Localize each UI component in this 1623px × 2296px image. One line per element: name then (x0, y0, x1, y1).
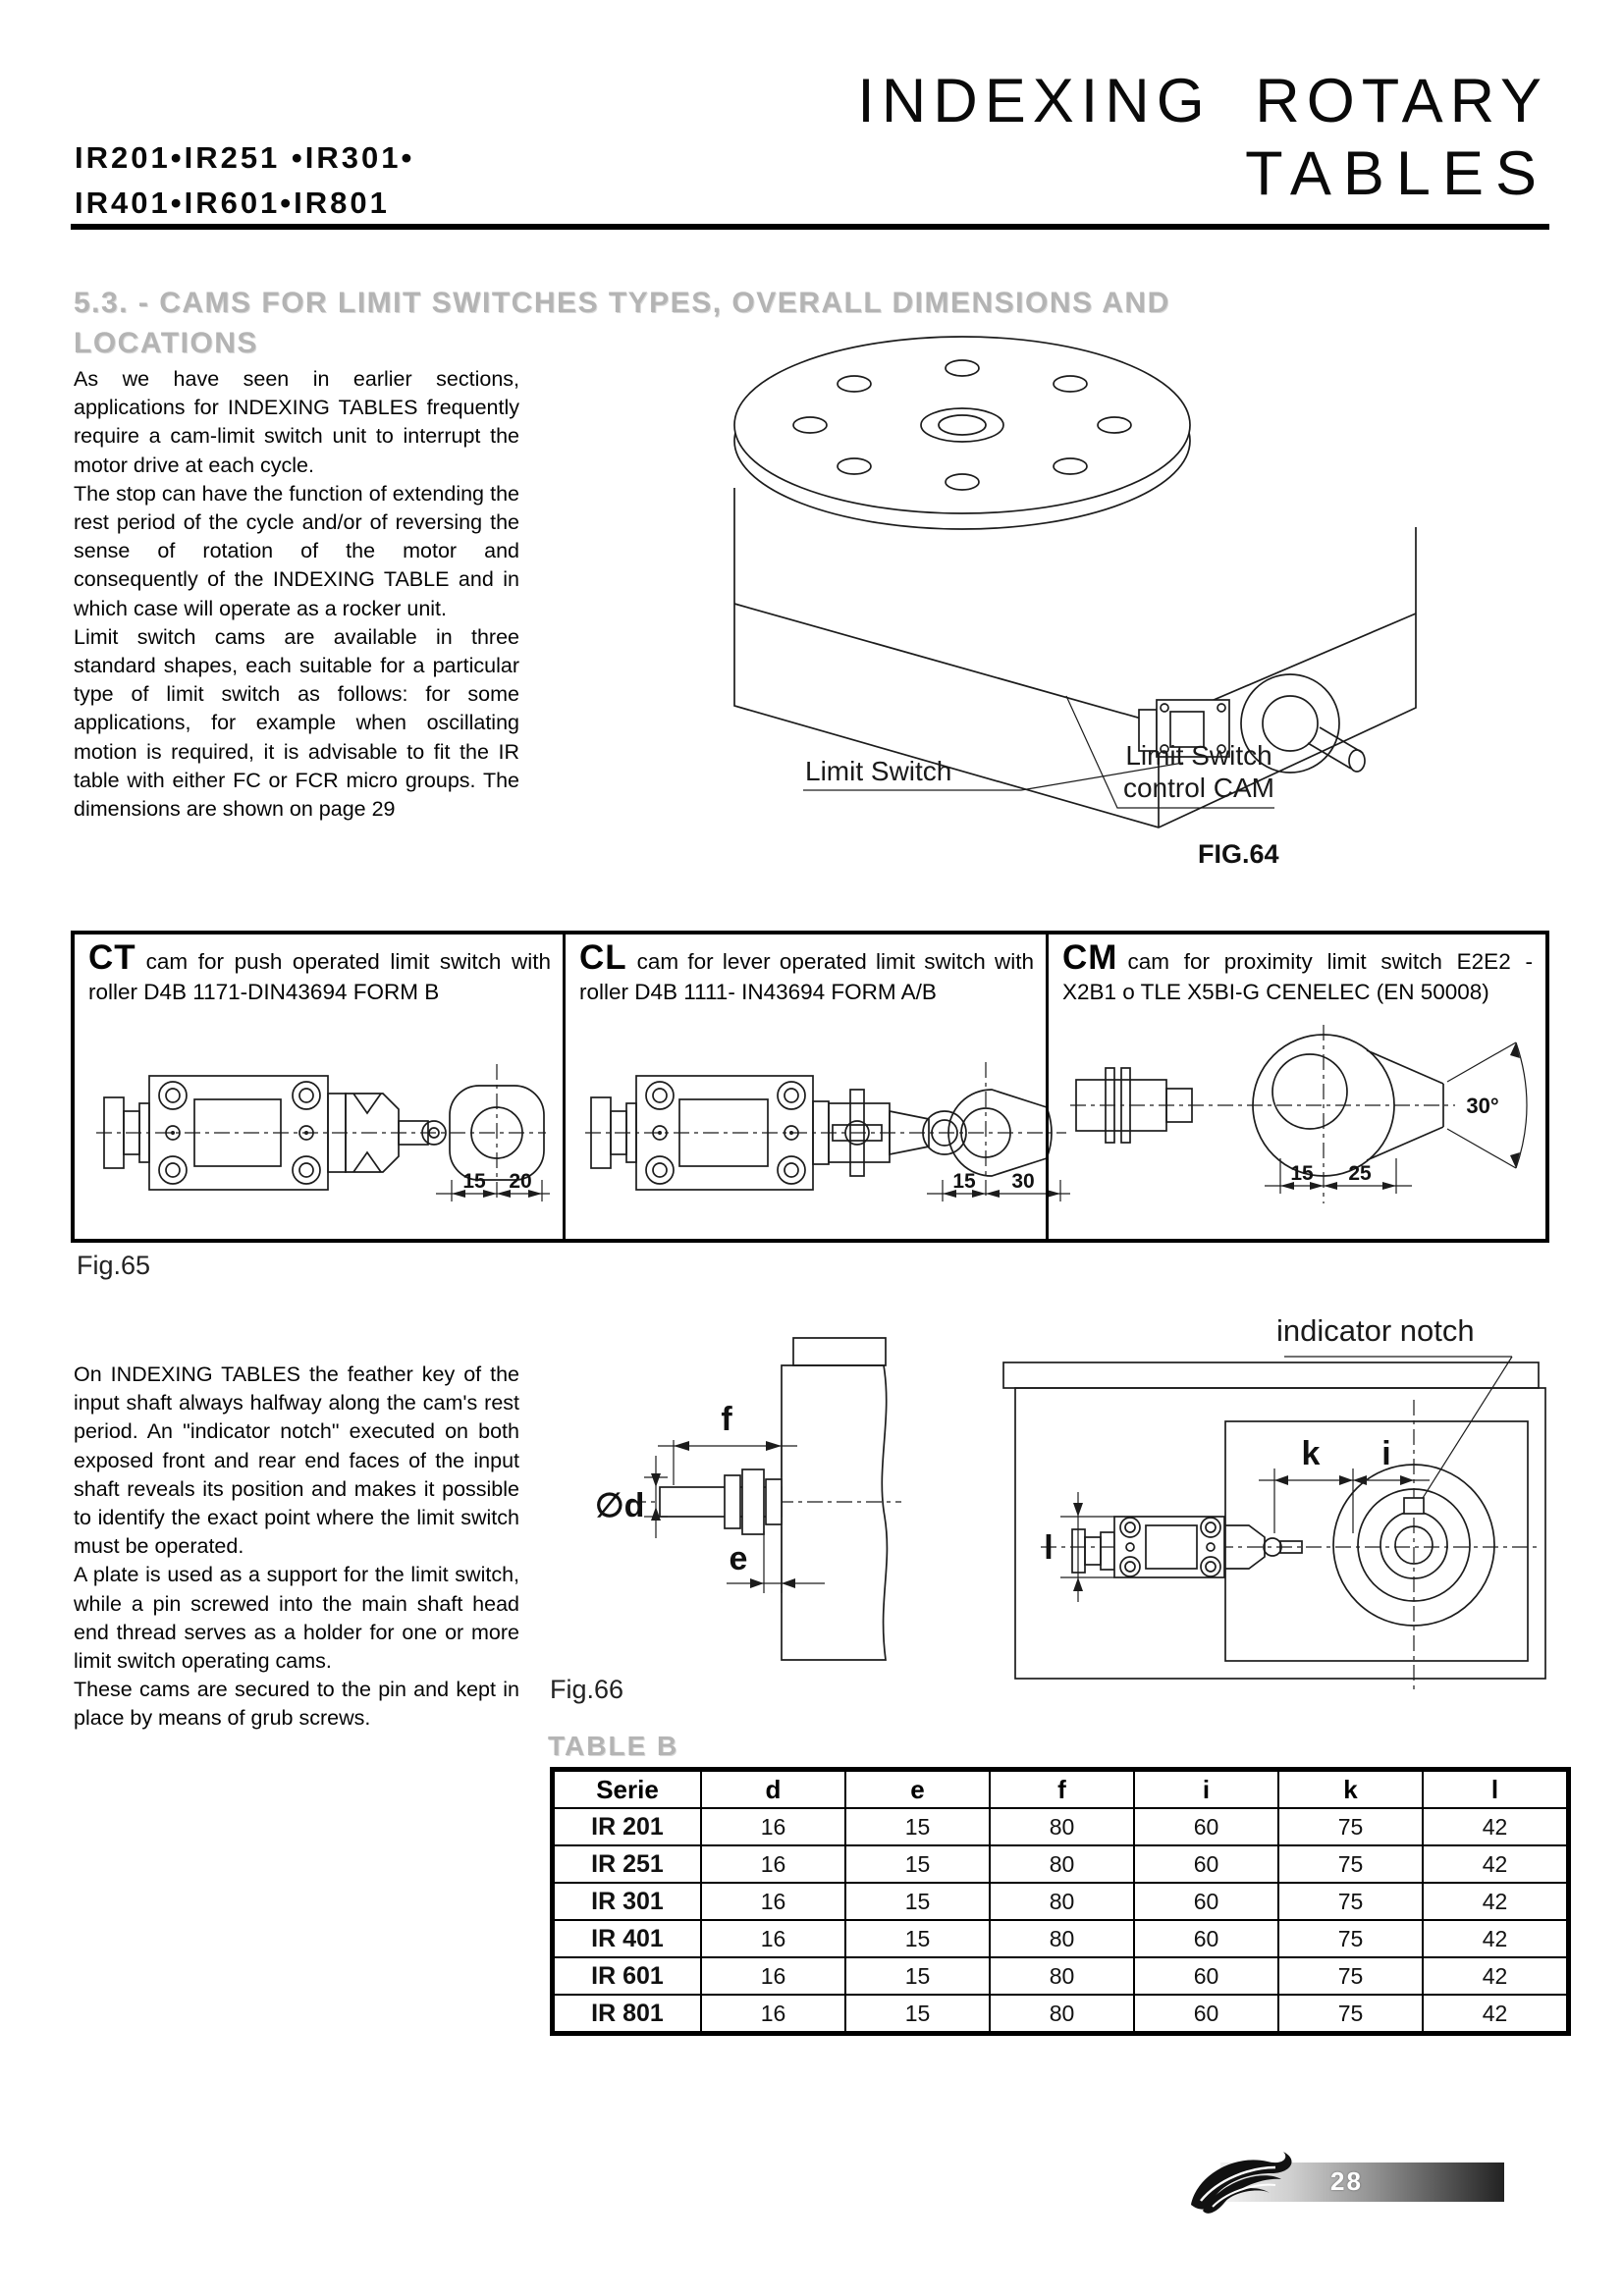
cell-serie: IR 251 (553, 1845, 702, 1883)
fig66-front-view-drawing (1001, 1306, 1556, 1698)
table-header-row (553, 1770, 1569, 1809)
cl-desc-text: cam for lever operated limit switch with roller D4B 1111- IN43694 FORM A/B (579, 949, 1034, 1004)
fig66-dim-i: i (1381, 1435, 1391, 1472)
fig66-dim-e: e (729, 1540, 748, 1577)
cm-dim-25: 25 (1348, 1162, 1372, 1185)
header-rule (71, 224, 1549, 230)
fig64-caption: FIG.64 (1198, 839, 1279, 869)
fig65-column-cm (1046, 934, 1544, 1239)
ct-cam-drawing (88, 1042, 550, 1224)
page-number: 28 (1330, 2166, 1363, 2196)
cell-value: 15 (845, 1808, 990, 1845)
ct-dim-15: 15 (462, 1170, 486, 1193)
table-row (553, 1957, 1569, 1995)
cell-value: 75 (1278, 1995, 1423, 2034)
cell-value: 80 (990, 1920, 1134, 1957)
cell-serie: IR 801 (553, 1995, 702, 2034)
cl-description (579, 938, 1034, 1007)
cell-value: 75 (1278, 1845, 1423, 1883)
fig65-column-cl (563, 934, 1046, 1239)
cell-value: 80 (990, 1883, 1134, 1920)
cl-dim-15: 15 (952, 1170, 976, 1193)
ct-code: CT (88, 938, 136, 977)
cell-value: 60 (1134, 1995, 1278, 2034)
ct-desc-text: cam for push operated limit switch with roller D4B 1171-DIN43694 FORM B (88, 949, 551, 1004)
table-row (553, 1808, 1569, 1845)
table-row (553, 1995, 1569, 2034)
cell-value: 60 (1134, 1957, 1278, 1995)
column-header-serie: Serie (553, 1770, 702, 1809)
fig64-label-control-cam (1115, 739, 1282, 804)
cell-value: 80 (990, 1845, 1134, 1883)
table-row (553, 1920, 1569, 1957)
cell-value: 15 (845, 1920, 990, 1957)
table-row (553, 1883, 1569, 1920)
fig66-side-view-drawing (579, 1330, 923, 1669)
cell-value: 15 (845, 1995, 990, 2034)
cell-value: 42 (1423, 1845, 1569, 1883)
cell-value: 15 (845, 1845, 990, 1883)
table-b-heading: TABLE B (548, 1731, 679, 1761)
paragraph: These cams are secured to the pin and kept in place by means of grub screws. (74, 1678, 519, 1731)
paragraph: The stop can have the function of extending the rest period of the cycle and/or of reversing the sense of rotation of the motor and consequently of the INDEXING TABLE and in which case will operate as a rocker unit. (74, 481, 519, 620)
cl-dim-30: 30 (1011, 1170, 1035, 1193)
cell-value: 75 (1278, 1920, 1423, 1957)
cell-serie: IR 201 (553, 1808, 702, 1845)
cell-value: 42 (1423, 1995, 1569, 2034)
column-header-e: e (845, 1770, 990, 1809)
fig64-label-control-cam-line1: Limit Switch (1125, 740, 1272, 771)
paragraph: Limit switch cams are available in three standard shapes, each suitable for a particular type of limit switch as follows: for some applications, for example when oscillating motion is required, it is advisable to fit the IR table with either FC or FCR micro groups. The dimensions are shown on page 29 (74, 624, 519, 822)
ct-description (88, 938, 551, 1007)
brand-logo-swirl-icon (1173, 2140, 1316, 2233)
section2-text (74, 1361, 519, 1734)
cell-value: 80 (990, 1808, 1134, 1845)
fig66-dim-f: f (721, 1401, 732, 1438)
cell-serie: IR 601 (553, 1957, 702, 1995)
cell-value: 60 (1134, 1920, 1278, 1957)
page-title (857, 65, 1548, 210)
cm-dim-15: 15 (1290, 1162, 1314, 1185)
fig65-caption: Fig.65 (77, 1251, 151, 1280)
cl-cam-drawing (579, 1042, 1070, 1224)
paragraph: On INDEXING TABLES the feather key of the input shaft always halfway along the cam's rest period. An "indicator notch" executed on both exposed front and rear end faces of the input shaft reveals its position and makes it possible to identify the exact point where the limit switch must be operated. (74, 1362, 519, 1559)
cell-value: 16 (701, 1920, 845, 1957)
cm-cam-drawing (1062, 1011, 1534, 1207)
cell-value: 42 (1423, 1883, 1569, 1920)
cl-code: CL (579, 938, 627, 977)
column-header-l: l (1423, 1770, 1569, 1809)
section1-text (74, 365, 519, 824)
cell-value: 15 (845, 1957, 990, 1995)
cell-value: 16 (701, 1808, 845, 1845)
model-list-line2: IR401•IR601•IR801 (75, 186, 390, 220)
cell-value: 42 (1423, 1920, 1569, 1957)
column-header-k: k (1278, 1770, 1423, 1809)
cell-value: 42 (1423, 1957, 1569, 1995)
cell-value: 60 (1134, 1845, 1278, 1883)
column-header-d: d (701, 1770, 845, 1809)
cell-value: 80 (990, 1957, 1134, 1995)
fig66-indicator-notch-label: indicator notch (1276, 1313, 1475, 1348)
paragraph: As we have seen in earlier sections, applications for INDEXING TABLES frequently require a cam-limit switch unit to interrupt the motor drive at each cycle. (74, 367, 519, 477)
cell-value: 16 (701, 1845, 845, 1883)
cm-angle-30deg: 30° (1466, 1094, 1499, 1118)
cell-value: 80 (990, 1995, 1134, 2034)
fig64-label-limit-switch: Limit Switch (805, 756, 952, 786)
section-heading-line2: LOCATIONS (74, 327, 258, 359)
fig64-label-control-cam-line2: control CAM (1122, 773, 1275, 803)
cell-serie: IR 301 (553, 1883, 702, 1920)
cell-value: 16 (701, 1883, 845, 1920)
fig64-rotary-table-drawing (609, 280, 1561, 883)
cm-description (1062, 938, 1533, 1007)
column-header-f: f (990, 1770, 1134, 1809)
cell-value: 15 (845, 1883, 990, 1920)
column-header-i: i (1134, 1770, 1278, 1809)
cell-value: 75 (1278, 1883, 1423, 1920)
cm-desc-text: cam for proximity limit switch E2E2 - X2B1 o TLE X5BI-G CENELEC (EN 50008) (1062, 949, 1533, 1004)
cell-serie: IR 401 (553, 1920, 702, 1957)
paragraph: A plate is used as a support for the limit switch, while a pin screwed into the main shaft head end thread serves as a holder for one or more limit switch operating cams. (74, 1563, 519, 1674)
page-title-line2: TABLES (1245, 139, 1548, 208)
cell-value: 75 (1278, 1808, 1423, 1845)
fig66-dim-l: l (1044, 1529, 1054, 1567)
fig66-dim-k: k (1301, 1435, 1321, 1472)
cell-value: 60 (1134, 1808, 1278, 1845)
cell-value: 42 (1423, 1808, 1569, 1845)
model-list-line1: IR201•IR251 •IR301• (75, 140, 415, 175)
ct-dim-20: 20 (509, 1170, 532, 1193)
cm-code: CM (1062, 938, 1118, 977)
section-heading-line1: 5.3. - CAMS FOR LIMIT SWITCHES TYPES, OVERALL DIMENSIONS AND (74, 287, 1170, 319)
model-list (75, 135, 414, 226)
fig66-dim-d: ∅d (595, 1487, 645, 1524)
cell-value: 16 (701, 1995, 845, 2034)
table-row (553, 1845, 1569, 1883)
page-title-line1: INDEXING ROTARY (857, 67, 1548, 135)
cell-value: 75 (1278, 1957, 1423, 1995)
fig66-caption: Fig.66 (550, 1675, 624, 1704)
fig65-column-ct (75, 934, 563, 1239)
cell-value: 16 (701, 1957, 845, 1995)
fig65-panel (71, 931, 1549, 1243)
table-b (550, 1767, 1571, 2036)
cell-value: 60 (1134, 1883, 1278, 1920)
